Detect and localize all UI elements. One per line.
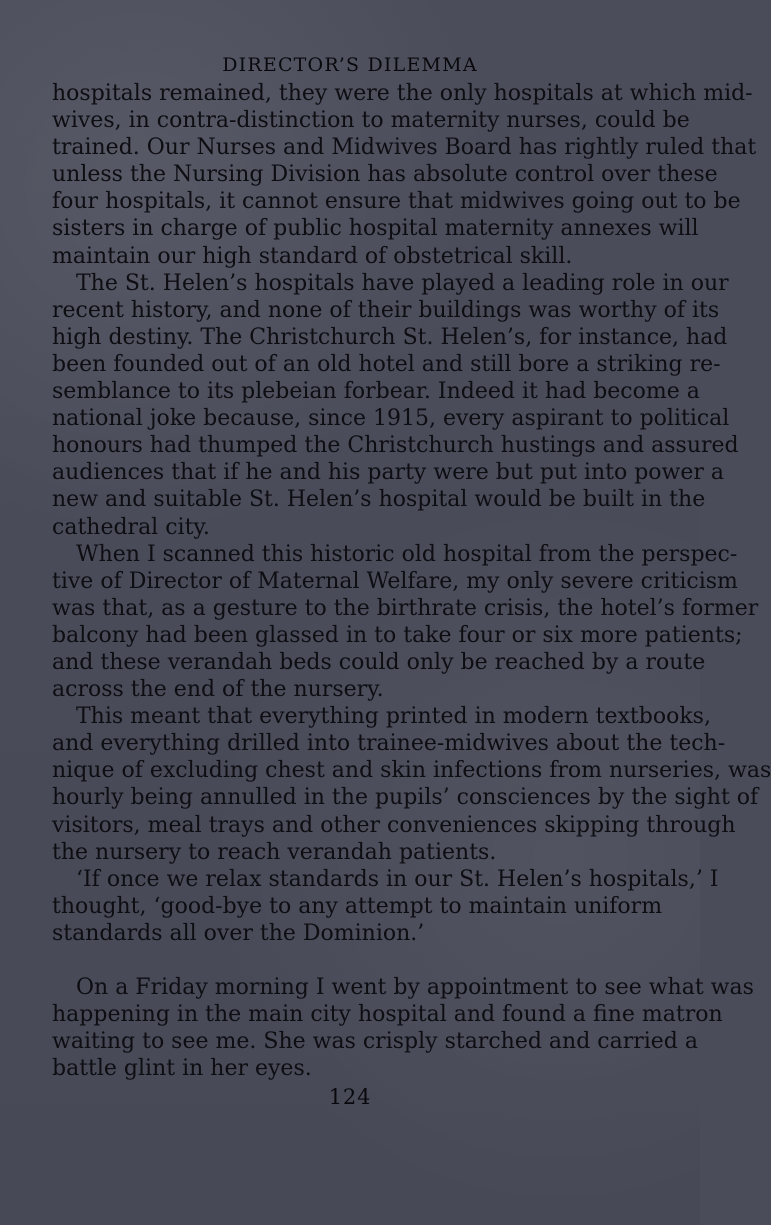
- text-line: happening in the main city hospital and found a fine matron: [52, 1002, 723, 1028]
- text-line: hospitals remained, they were the only hospitals at which mid-: [52, 81, 753, 106]
- text-line: trained. Our Nurses and Midwives Board has rightly ruled that: [52, 135, 757, 161]
- text-line: thought, ‘good-bye to any attempt to maintain uniform: [52, 893, 663, 919]
- text-line: the nursery to reach verandah patients.: [52, 839, 497, 865]
- running-header: DIRECTOR’S DILEMMA: [222, 54, 478, 76]
- body-text: [52, 80, 771, 1082]
- text-line: and these verandah beds could only be reached by a route: [52, 649, 706, 675]
- text-line: battle glint in her eyes.: [52, 1056, 312, 1082]
- text-line: On a Friday morning I went by appointment to see what was: [76, 975, 754, 1001]
- text-line: audiences that if he and his party were but put into power a: [52, 460, 724, 486]
- text-line: wives, in contra-distinction to maternity nurses, could be: [52, 108, 690, 134]
- text-line: waiting to see me. She was crisply starched and carried a: [52, 1029, 698, 1055]
- section-break: [52, 947, 648, 974]
- text-line: ‘If once we relax standards in our St. Helen’s hospitals,’ I: [76, 866, 719, 892]
- text-line: semblance to its plebeian forbear. Indeed it had become a: [52, 379, 700, 405]
- page-number: 124: [328, 1085, 372, 1109]
- text-line: and everything drilled into trainee-midwives about the tech-: [52, 731, 726, 757]
- text-line: four hospitals, it cannot ensure that midwives going out to be: [52, 189, 741, 215]
- text-line: When I scanned this historic old hospital from the perspec-: [76, 541, 738, 567]
- text-line: new and suitable St. Helen’s hospital would be built in the: [52, 487, 706, 513]
- text-line: visitors, meal trays and other conveniences skipping through: [52, 812, 736, 838]
- text-line: cathedral city.: [52, 514, 210, 540]
- text-line: honours had thumped the Christchurch hustings and assured: [52, 433, 739, 459]
- text-line: nique of excluding chest and skin infections from nurseries, was: [52, 758, 771, 784]
- text-line: national joke because, since 1915, every aspirant to political: [52, 406, 730, 432]
- text-line: sisters in charge of public hospital maternity annexes will: [52, 216, 699, 242]
- text-line: recent history, and none of their buildings was worthy of its: [52, 297, 720, 323]
- text-line: tive of Director of Maternal Welfare, my only severe criticism: [52, 568, 738, 594]
- text-line: The St. Helen’s hospitals have played a leading role in our: [76, 270, 729, 296]
- text-line: unless the Nursing Division has absolute control over these: [52, 162, 718, 188]
- text-line: This meant that everything printed in modern textbooks,: [76, 704, 711, 730]
- text-line: balcony had been glassed in to take four or six more patients;: [52, 622, 743, 648]
- text-line: hourly being annulled in the pupils’ consciences by the sight of: [52, 785, 759, 811]
- text-line: was that, as a gesture to the birthrate crisis, the hotel’s former: [52, 595, 759, 621]
- text-line: maintain our high standard of obstetrical skill.: [52, 243, 573, 269]
- text-line: been founded out of an old hotel and still bore a striking re-: [52, 351, 721, 377]
- text-line: standards all over the Dominion.’: [52, 920, 425, 946]
- text-line: high destiny. The Christchurch St. Helen’s, for instance, had: [52, 324, 728, 350]
- text-line: across the end of the nursery.: [52, 677, 384, 703]
